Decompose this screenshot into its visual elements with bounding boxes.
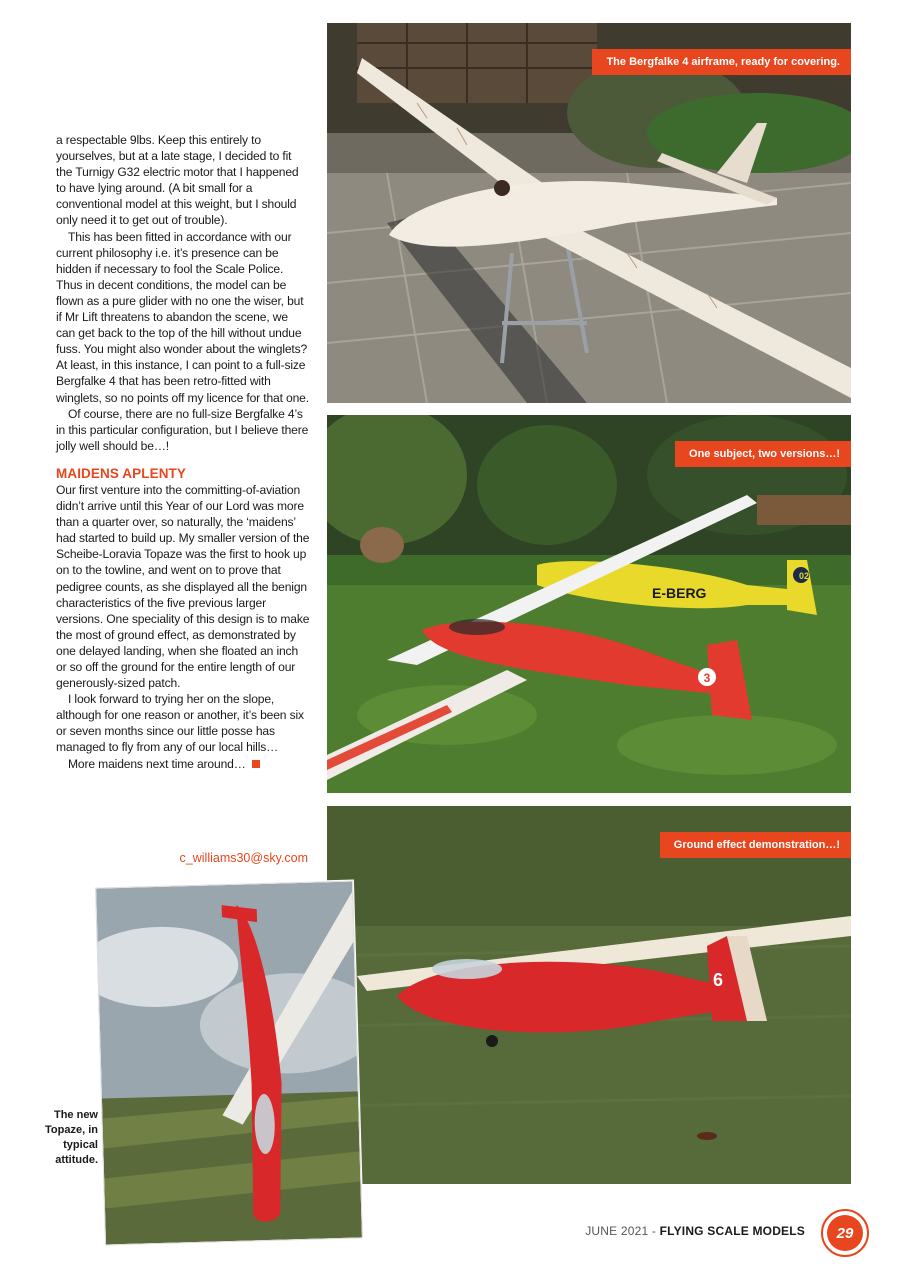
yellow-glider-number: 02 <box>798 571 810 581</box>
photo-caption: The Bergfalke 4 airframe, ready for covering. <box>592 49 851 75</box>
side-caption: The new Topaze, in typical attitude. <box>45 1109 98 1166</box>
photo-ground-effect <box>327 806 851 1184</box>
photo-caption: One subject, two versions…! <box>675 441 851 467</box>
end-of-article-mark <box>252 760 260 768</box>
airframe-illustration <box>327 23 851 403</box>
photo-caption: Ground effect demonstration…! <box>660 832 851 858</box>
red-glider-number: 3 <box>703 671 711 685</box>
paragraph: Of course, there are no full-size Bergfalke 4’s in this particular configuration, but I believe there jolly well should be…! <box>56 406 309 453</box>
two-gliders-illustration <box>327 415 851 793</box>
paragraph <box>56 756 310 772</box>
page-number: 29 <box>827 1215 863 1251</box>
page-footer <box>585 1224 805 1238</box>
section-heading: MAIDENS APLENTY <box>56 465 187 481</box>
page-number-badge <box>821 1209 869 1257</box>
author-email[interactable]: c_williams30@sky.com <box>179 851 308 865</box>
paragraph: a respectable 9lbs. Keep this entirely to yourselves, but at a late stage, I decided to fit the Turnigy G32 electric motor that I happened to have lying around. (A bit small for a conventional model at this weight, but I should only need it to get out of trouble). <box>56 133 299 228</box>
photo-topaze-inset <box>95 880 363 1245</box>
topaze-illustration <box>96 881 362 1244</box>
issue-date: JUNE 2021 <box>585 1224 649 1238</box>
flying-glider-number: 6 <box>713 970 724 990</box>
closing-line: More maidens next time around… <box>68 756 246 771</box>
footer-separator: - <box>648 1224 660 1238</box>
yellow-glider-registration: E-BERG <box>652 585 707 601</box>
paragraph: I look forward to trying her on the slope, although for one reason or another, it’s been six or seven months since our little posse has managed to fly from any of our local hills… <box>56 692 304 755</box>
paragraph: Our first venture into the committing-of-aviation didn’t arrive until this Year of our Lord was more than a quarter over, so naturally, the ‘maidens’ had started to build up. My smaller version of the Scheibe-Loravia Topaze was the first to hook up on to the towline, and went on to prove that pedigree counts, as she displayed all the benign characteristics of the five previous larger versions. One speciality of this design is to make the most of ground effect, as demonstrated by one delayed landing, when she floated an inch or so off the ground for the entire length of our generously-sized patch. <box>56 482 310 691</box>
magazine-title: FLYING SCALE MODELS <box>659 1224 805 1238</box>
paragraph: This has been fitted in accordance with our current philosophy i.e. it’s presence can be hidden if necessary to fool the Scale Police. Thus in decent conditions, the model can be flown as a pure glider with no one the wiser, but if Mr Lift threatens to abandon the scene, we can get back to the top of the hill without undue fuss. You might also wonder about the winglets? At least, in this instance, I can point to a full-size Bergfalke 4 that has been retro-fitted with winglets, so no points off my licence for that one. <box>56 229 309 405</box>
photo-two-versions <box>327 415 851 793</box>
article-body <box>56 132 310 772</box>
ground-effect-illustration <box>327 806 851 1184</box>
photo-bergfalke-airframe <box>327 23 851 403</box>
